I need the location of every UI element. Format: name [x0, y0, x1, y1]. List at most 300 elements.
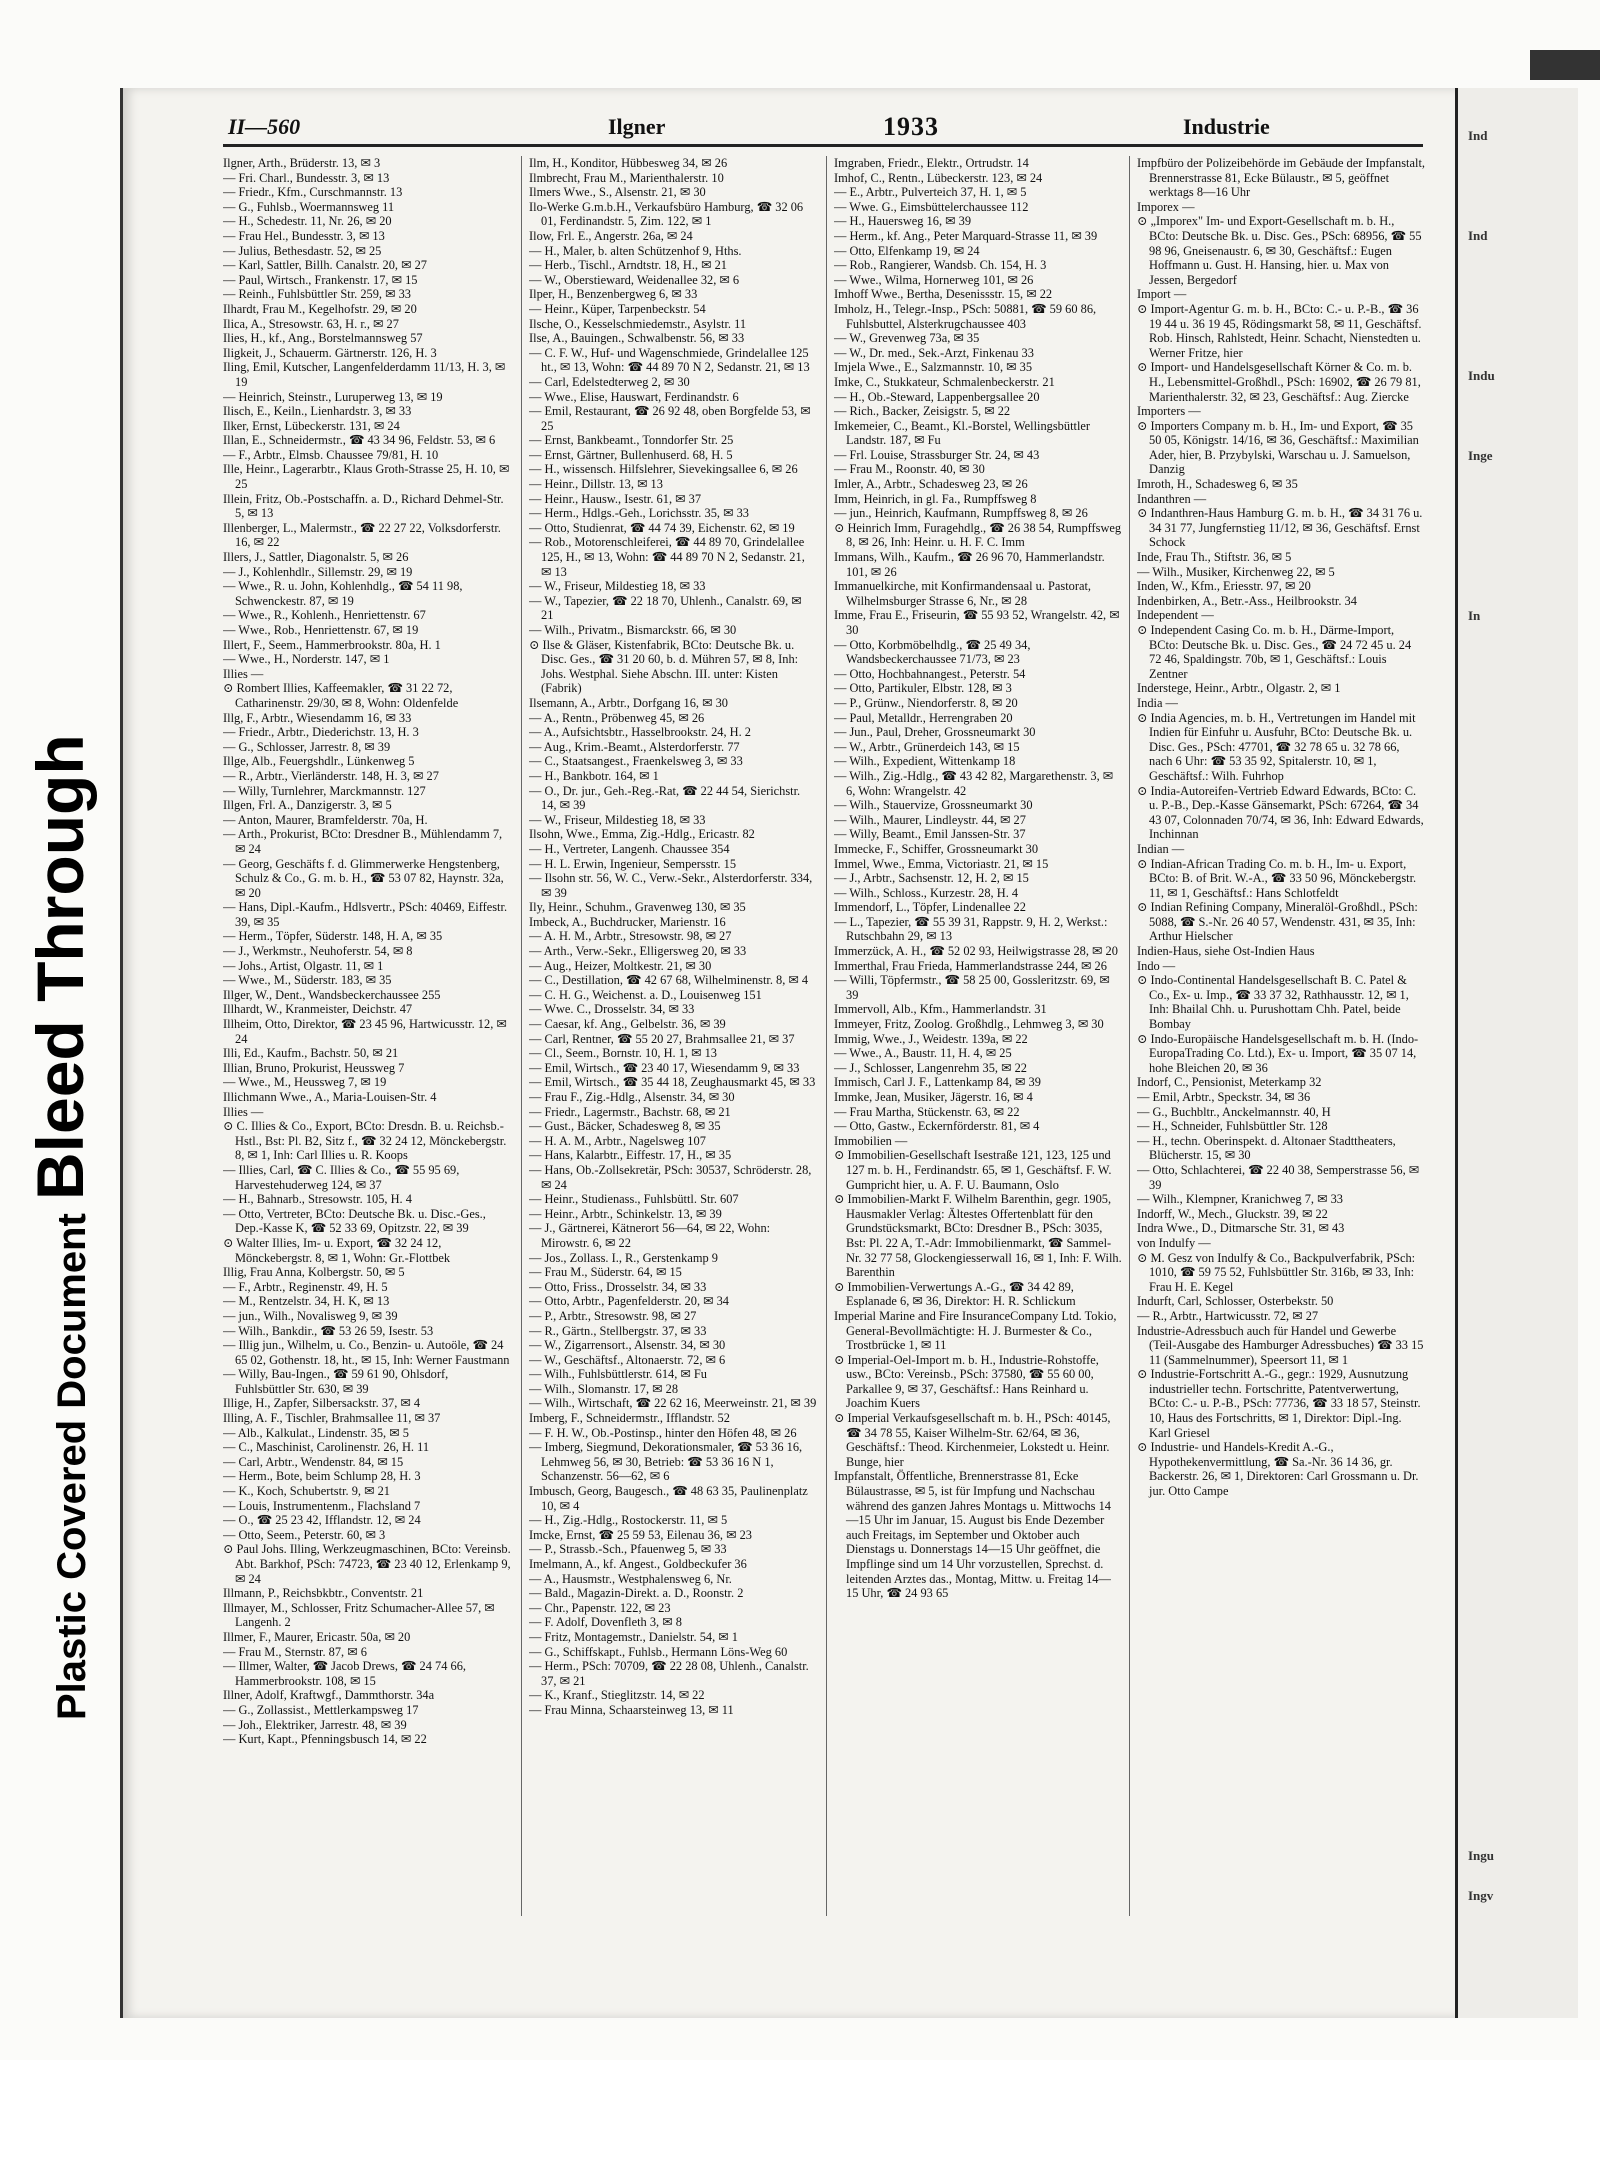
directory-entry: — Hans, Dipl.-Kaufm., Hdlsvertr., PSch: 40469, Eiffestr. 39, ✉ 35	[223, 900, 508, 929]
directory-entry: — Wilh., Slomanstr. 17, ✉ 28	[529, 1381, 679, 1396]
directory-entry: — W., Dr. med., Sek.-Arzt, Finkenau 33	[834, 345, 1034, 360]
directory-entry: — Emil, Wirtsch., ☎ 35 44 18, Zeughausmarkt 45, ✉ 33	[529, 1075, 816, 1090]
directory-entry: Indo —	[1137, 958, 1176, 973]
directory-page	[120, 88, 1463, 2018]
directory-entry: — Willy, Beamt., Emil Janssen-Str. 37	[834, 827, 1026, 842]
directory-entry: — Ernst, Bankbeamt., Tonndorfer Str. 25	[529, 433, 734, 448]
year: 1933	[883, 112, 939, 141]
directory-entry: — Rich., Backer, Zeisigstr. 5, ✉ 22	[834, 404, 1011, 419]
directory-entry: — Frau F., Zig.-Hdlg., Alsenstr. 34, ✉ 30	[529, 1090, 735, 1104]
directory-entry: — Johs., Artist, Olgastr. 11, ✉ 1	[223, 958, 384, 973]
directory-entry: — Hans, Ob.-Zollsekretär, PSch: 30537, Schröderstr. 28, ✉ 24	[529, 1162, 812, 1192]
directory-entry: — F. Adolf, Dovenfleth 3, ✉ 8	[529, 1615, 682, 1630]
directory-entry: — Wwe., Wilma, Hornerweg 101, ✉ 26	[834, 272, 1034, 287]
directory-entry: — Otto, Partikuler, Elbstr. 128, ✉ 3	[834, 681, 1012, 696]
directory-entry: — Wilh., Stauervize, Grossneumarkt 30	[834, 798, 1033, 813]
directory-entry: — J., Kohlenhdlr., Sillemstr. 29, ✉ 19	[223, 564, 413, 579]
column-1	[223, 156, 511, 1916]
directory-entry: — R., Gärtn., Stellbergstr. 37, ✉ 33	[529, 1323, 707, 1338]
directory-entry: — Heinr., Hausw., Isestr. 61, ✉ 37	[529, 491, 702, 506]
directory-entry: Illmer, F., Maurer, Ericastr. 50a, ✉ 20	[223, 1629, 411, 1644]
directory-entry: — Willy, Turnlehrer, Marckmannstr. 127	[223, 783, 426, 798]
directory-entry: ⊙ Indian Refining Company, Mineralöl-Großhdl., PSch: 5088, ☎ S.-Nr. 26 40 57, Wendenstr. 431, ✉ 35, Inh: Arthur Hielscher	[1137, 900, 1418, 944]
directory-entry: Ilhardt, Frau M., Kegelhofstr. 29, ✉ 20	[223, 301, 417, 316]
directory-entry: ⊙ Industrie- und Handels-Kredit A.-G., Hypothekenvermittlung, ☎ Sa.-Nr. 36 14 36, gr. Backerstr. 26, ✉ 1, Direktoren: Carl Grossmann u. Dr. jur. Otto Campe	[1137, 1440, 1419, 1499]
directory-entry: — Imberg, Siegmund, Dekorationsmaler, ☎ 53 36 16, Lehmweg 56, ✉ 30, Betrieb: ☎ 53 36 16 N 1, Schanzenstr. 56—62, ✉ 6	[529, 1440, 803, 1484]
directory-entry: — P., Strassb.-Sch., Pfauenweg 5, ✉ 33	[529, 1542, 727, 1557]
directory-entry: Industrie-Adressbuch auch für Handel und Gewerbe (Teil-Ausgabe des Hamburger Adressbuches) ☎ 33 15 11 (Sammelnummer), Speersort 11, ✉ 1	[1137, 1323, 1424, 1367]
directory-entry: — Bald., Magazin-Direkt. a. D., Roonstr. 2	[529, 1586, 744, 1601]
directory-entry: Ilica, A., Stresowstr. 63, H. r., ✉ 27	[223, 316, 399, 331]
directory-entry: — Herm., Hdlgs.-Geh., Lorichsstr. 35, ✉ 33	[529, 506, 749, 521]
directory-entry: Illies —	[223, 1104, 264, 1119]
directory-entry: — Otto, Vertreter, BCto: Deutsche Bk. u. Disc.-Ges., Dep.-Kasse K, ☎ 52 33 69, Opitzstr. 22, ✉ 39	[223, 1206, 486, 1236]
directory-entry: — A. H. M., Arbtr., Stresowstr. 98, ✉ 27	[529, 929, 732, 944]
directory-entry: — Wilh., Klempner, Kranichweg 7, ✉ 33	[1137, 1192, 1343, 1207]
directory-entry: — W., Friseur, Mildestieg 18, ✉ 33	[529, 579, 706, 594]
directory-entry: — H., techn. Oberinspekt. d. Altonaer Stadttheaters, Blücherstr. 15, ✉ 30	[1137, 1133, 1396, 1163]
directory-entry: Imkemeier, C., Beamt., Kl.-Borstel, Wellingsbüttler Landstr. 187, ✉ Fu	[834, 418, 1091, 448]
directory-entry: Immisch, Carl J. F., Lattenkamp 84, ✉ 39	[834, 1075, 1041, 1090]
directory-entry: Indurft, Carl, Schlosser, Osterbekstr. 50	[1137, 1294, 1334, 1309]
directory-entry: — Emil, Wirtsch., ☎ 23 40 17, Wiesendamm 9, ✉ 33	[529, 1060, 800, 1075]
directory-entry: Illheim, Otto, Direktor, ☎ 23 45 96, Hartwicusstr. 12, ✉ 24	[223, 1017, 507, 1046]
directory-entry: — Wilh., Maurer, Lindleystr. 44, ✉ 27	[834, 812, 1026, 827]
entry-range-name: Ilgner	[608, 114, 666, 139]
directory-entry: ⊙ C. Illies & Co., Export, BCto: Dresdn. B. u. Reichsb.-Hstl., Bst: Pl. B2, Sitz f., ☎ 32 24 12, Mönckebergstr. 8, ✉ 1, Inh: Carl Illies u. R. Koops	[223, 1119, 507, 1163]
directory-entry: — H., Schneider, Fuhlsbüttler Str. 128	[1137, 1119, 1328, 1134]
side-label-strip	[0, 720, 120, 1720]
directory-entry: — M., Rentzelstr. 34, H. K, ✉ 13	[223, 1294, 390, 1309]
directory-entry: Ille, Heinr., Lagerarbtr., Klaus Groth-Strasse 25, H. 10, ✉ 25	[223, 462, 510, 492]
directory-entry: — Hans, Kalarbtr., Eiffestr. 17, H., ✉ 35	[529, 1148, 732, 1163]
directory-entry: — H., Bankbotr. 164, ✉ 1	[529, 768, 659, 783]
directory-entry: Independent —	[1137, 608, 1214, 623]
directory-entry: Illge, Alb., Feuergshdlr., Lünkenweg 5	[223, 754, 415, 769]
directory-entry: Indra Wwe., D., Ditmarsche Str. 31, ✉ 43	[1137, 1221, 1345, 1236]
directory-entry: ⊙ Industrie-Fortschritt A.-G., gegr.: 1929, Ausnutzung industrieller techn. Fortschritte, Patentverwertung, BCto: C.- u. P.-B., PSch: 77736, ☎ 33 18 57, Steinstr. 10, Haus des Fortschritts, ✉ 1, Direktor: Dipl.-Ing. Karl Griesel	[1137, 1367, 1421, 1440]
directory-entry: Immel, Wwe., Emma, Victoriastr. 21, ✉ 15	[834, 856, 1049, 871]
directory-entry: — Karl, Sattler, Billh. Canalstr. 20, ✉ 27	[223, 258, 427, 273]
directory-entry: ⊙ „Imporex" Im- und Export-Gesellschaft m. b. H., BCto: Deutsche Bk. u. Disc. Ges., PSch: 68956, ☎ 55 98 96, Gneisenaustr. 6, ✉ 30, Geschäftsf.: Eugen Hoffmann u. Gust. H. Hansing, hier. u. Max von Jessen, Bergedorf	[1137, 214, 1422, 287]
directory-entry: — W., Geschäftsf., Altonaerstr. 72, ✉ 6	[529, 1352, 726, 1367]
directory-entry: ⊙ India Agencies, m. b. H., Vertretungen im Handel mit Indien für Einfuhr u. Ausfuhr, BCto: Deutsche Bk. u. Disc. Ges., PSch: 47701, ☎ 32 78 65 u. 32 78 66, nach 6 Uhr: ☎ 53 35 92, Spitalerstr. 10, ✉ 1, Geschäftsf.: Wilh. Fuhrhop	[1137, 710, 1416, 783]
directory-entry: — Carl, Arbtr., Wendenstr. 84, ✉ 15	[223, 1454, 404, 1469]
directory-entry: — C., Staatsangest., Fraenkelsweg 3, ✉ 33	[529, 754, 743, 769]
directory-entry: Import —	[1137, 287, 1187, 302]
directory-entry: — C. F. W., Huf- und Wagenschmiede, Grindelallee 125 ht., ✉ 13, Wohn: ☎ 44 89 70 N 2, Sedanstr. 21, ✉ 13	[529, 345, 810, 375]
edge-fragment: In	[1468, 608, 1481, 623]
directory-entry: Imgraben, Friedr., Elektr., Ortrudstr. 14	[834, 156, 1029, 170]
directory-entry: — Arth., Verw.-Sekr., Elligersweg 20, ✉ 33	[529, 944, 747, 959]
directory-entry: Inde, Frau Th., Stiftstr. 36, ✉ 5	[1137, 550, 1292, 565]
directory-entry: — Frau Minna, Schaarsteinweg 13, ✉ 11	[529, 1702, 734, 1717]
directory-entry: Illner, Adolf, Kraftwgf., Dammthorstr. 34a	[223, 1688, 435, 1703]
column-2	[529, 156, 817, 1916]
directory-entry: ⊙ Immobilien-Verwertungs A.-G., ☎ 34 42 89, Esplanade 6, ✉ 36, Direktor: H. R. Schlickum	[834, 1279, 1076, 1309]
directory-entry: — P., Arbtr., Stresowstr. 98, ✉ 27	[529, 1308, 697, 1323]
directory-entry: — Otto, Korbmöbelhdlg., ☎ 25 49 34, Wandsbeckerchaussee 71/73, ✉ 23	[834, 637, 1031, 667]
entry-columns	[223, 156, 1423, 1916]
directory-entry: — Wilh., Schloss., Kurzestr. 28, H. 4	[834, 885, 1019, 900]
directory-entry: — Otto, Elfenkamp 19, ✉ 24	[834, 243, 980, 258]
directory-entry: Immeyer, Fritz, Zoolog. Großhdlg., Lehmweg 3, ✉ 30	[834, 1017, 1104, 1032]
directory-entry: — Chr., Papenstr. 122, ✉ 23	[529, 1600, 671, 1615]
directory-entry: ⊙ Indo-Europäische Handelsgesellschaft m. b. H. (Indo-EuropaTrading Co. Ltd.), Ex- u. Import, ☎ 35 07 14, hohe Bleichen 20, ✉ 36	[1137, 1031, 1419, 1075]
directory-entry: Imhof, C., Rentn., Lübeckerstr. 123, ✉ 24	[834, 170, 1043, 185]
directory-entry: Illi, Ed., Kaufm., Bachstr. 50, ✉ 21	[223, 1046, 399, 1061]
next-page-edge	[1455, 88, 1578, 2018]
directory-entry: — H., Schedestr. 11, Nr. 26, ✉ 20	[223, 214, 392, 229]
directory-entry: — K., Koch, Schubertstr. 9, ✉ 21	[223, 1484, 390, 1499]
directory-entry: — H., Maler, b. alten Schützenhof 9, Hths.	[529, 243, 742, 258]
directory-entry: — G., Fuhlsb., Woermannsweg 11	[223, 199, 395, 214]
directory-entry: Imcke, Ernst, ☎ 25 59 53, Eilenau 36, ✉ 23	[529, 1527, 752, 1542]
directory-entry: Importers —	[1137, 404, 1201, 419]
directory-entry: — Rob., Rangierer, Wandsb. Ch. 154, H. 3	[834, 258, 1047, 273]
directory-entry: — Wwe., M., Süderstr. 183, ✉ 35	[223, 973, 392, 988]
directory-entry: ⊙ Indian-African Trading Co. m. b. H., Im- u. Export, BCto: B. of Brit. W.-A., ☎ 33 50 96, Mönckebergstr. 11, ✉ 1, Geschäftsf.: Hans Schlotfeldt	[1137, 856, 1417, 900]
directory-entry: — Illig jun., Wilhelm, u. Co., Benzin- u. Autoöle, ☎ 24 65 02, Gothenstr. 18, ht., ✉ 15, Inh: Werner Faustmann	[223, 1338, 510, 1367]
directory-entry: — Wilh., Musiker, Kirchenweg 22, ✉ 5	[1137, 564, 1335, 579]
directory-entry: Ilker, Ernst, Lübeckerstr. 131, ✉ 24	[223, 418, 400, 433]
directory-entry: — Fritz, Montagemstr., Danielstr. 54, ✉ 1	[529, 1629, 738, 1644]
directory-entry: — Wilh., Expedient, Wittenkamp 18	[834, 754, 1016, 769]
bleed-through-label: Bleed Through	[23, 734, 97, 1200]
directory-entry: Impfanstalt, Öffentliche, Brennerstrasse 81, Ecke Bülaustrasse, ✉ 5, ist für Impfung und Nachschau während des ganzen Jahres Montags u. Mittwochs 14—15 Uhr im Januar, 15. August bis Ende Dezember auch Freitags, im September und Oktober auch Dienstags u. Donnerstags 14—15 Uhr geöffnet, die Impflinge sind um 14 Uhr vorzustellen, Sprechst. d. leitenden Arztes das., Montag, Mittw. u. Freitag 14—15 Uhr, ☎ 24 93 65	[834, 1469, 1111, 1601]
directory-entry: — Wwe., M., Heussweg 7, ✉ 19	[223, 1075, 387, 1090]
directory-entry: Imholz, H., Telegr.-Insp., PSch: 50881, ☎ 59 60 86, Fuhlsbuttel, Alsterkrugchaussee 403	[834, 301, 1097, 331]
directory-entry: — G., Zollassist., Mettlerkampsweg 17	[223, 1702, 419, 1717]
directory-entry: — E., Arbtr., Pulverteich 37, H. 1, ✉ 5	[834, 185, 1027, 200]
directory-entry: — Fri. Charl., Bundesstr. 3, ✉ 13	[223, 170, 390, 185]
directory-entry: — Arth., Prokurist, BCto: Dresdner B., Mühlendamm 7, ✉ 24	[223, 827, 503, 856]
directory-entry: Imbusch, Georg, Baugesch., ☎ 48 63 35, Paulinenplatz 10, ✉ 4	[529, 1484, 808, 1513]
directory-entry: — W., Arbtr., Grünerdeich 143, ✉ 15	[834, 739, 1020, 754]
directory-entry: Imler, A., Arbtr., Schadesweg 23, ✉ 26	[834, 477, 1028, 492]
directory-entry: — Gust., Bäcker, Schadesweg 8, ✉ 35	[529, 1119, 721, 1134]
directory-entry: Immendorf, L., Töpfer, Lindenallee 22	[834, 900, 1026, 915]
directory-entry: ⊙ Indo-Continental Handelsgesellschaft B. C. Patel & Co., Ex- u. Imp., ☎ 33 37 32, Rathhausstr. 12, ✉ 1, Inh: Bhailal Chh. u. Purushottam Chh. Patel, beide Bombay	[1137, 973, 1409, 1032]
column-4	[1137, 156, 1425, 1916]
directory-entry: — Paul, Wirtsch., Frankenstr. 17, ✉ 15	[223, 272, 418, 287]
directory-entry: Ilm, H., Konditor, Hübbesweg 34, ✉ 26	[529, 156, 728, 170]
directory-entry: — Heinr., Arbtr., Schinkelstr. 13, ✉ 39	[529, 1206, 722, 1221]
directory-entry: — Emil, Arbtr., Speckstr. 34, ✉ 36	[1137, 1090, 1311, 1104]
directory-entry: Illhardt, W., Kranmeister, Deichstr. 47	[223, 1002, 413, 1017]
directory-entry: — Wwe. G., Eimsbüttelerchaussee 112	[834, 199, 1029, 214]
directory-entry: — Alb., Kalkulat., Lindenstr. 35, ✉ 5	[223, 1425, 409, 1440]
directory-entry: Illert, F., Seem., Hammerbrookstr. 80a, H. 1	[223, 637, 441, 652]
directory-entry: — P., Grünw., Niendorferstr. 8, ✉ 20	[834, 695, 1018, 710]
directory-entry: Imberg, F., Schneidermstr., Ifflandstr. 52	[529, 1411, 730, 1426]
directory-entry: Illies —	[223, 666, 264, 681]
directory-entry: — Aug., Heizer, Moltkestr. 21, ✉ 30	[529, 958, 712, 973]
directory-entry: — O., ☎ 25 23 42, Ifflandstr. 12, ✉ 24	[223, 1513, 421, 1528]
directory-entry: Ilper, H., Benzenbergweg 6, ✉ 33	[529, 287, 698, 302]
directory-entry: Inden, W., Kfm., Eriesstr. 97, ✉ 20	[1137, 579, 1311, 594]
directory-entry: — Wilh., Privatm., Bismarckstr. 66, ✉ 30	[529, 623, 737, 637]
directory-entry: — Herm., Bote, beim Schlump 28, H. 3	[223, 1469, 421, 1484]
directory-entry: — Wilh., Bankdir., ☎ 53 26 59, Isestr. 53	[223, 1323, 434, 1338]
directory-entry: — Emil, Restaurant, ☎ 26 92 48, oben Borgfelde 53, ✉ 25	[529, 404, 811, 433]
directory-entry: — Carl, Rentner, ☎ 55 20 27, Brahmsallee 21, ✉ 37	[529, 1031, 795, 1046]
directory-entry: — R., Arbtr., Vierländerstr. 148, H. 3, ✉ 27	[223, 768, 439, 783]
directory-entry: Illichmann Wwe., A., Maria-Louisen-Str. 4	[223, 1090, 437, 1104]
directory-entry: — Otto, Gastw., Eckernförderstr. 81, ✉ 4	[834, 1119, 1040, 1134]
directory-entry: — W., Zigarrensort., Alsenstr. 34, ✉ 30	[529, 1338, 726, 1353]
directory-entry: Ilsohn, Wwe., Emma, Zig.-Hdlg., Ericastr. 82	[529, 827, 755, 842]
directory-entry: ⊙ Immobilien-Markt F. Wilhelm Barenthin, gegr. 1905, Hausmakler Verlag: Ältestes Offertenblatt für den Grundstücksmarkt, BCto: Dresdner B., PSch: 3035, Bst: Pl. 22 A, T.-Adr: Immobilienmarkt, ☎ Sammel-Nr. 32 77 58, Glockengiesserwall 16, ✉ 1, Inh: F. Wilh. Barenthin	[834, 1192, 1122, 1280]
directory-entry: — R., Arbtr., Hartwicusstr. 72, ✉ 27	[1137, 1308, 1319, 1323]
dark-corner	[1530, 50, 1600, 80]
edge-fragment: Inge	[1468, 448, 1493, 463]
directory-entry: — Frau M., Süderstr. 64, ✉ 15	[529, 1265, 682, 1280]
column-divider	[826, 156, 827, 1916]
directory-entry: Illmayer, M., Schlosser, Fritz Schumacher-Allee 57, ✉ Langenh. 2	[223, 1600, 495, 1630]
directory-entry: — Herm., Töpfer, Süderstr. 148, H. A, ✉ 35	[223, 929, 443, 944]
directory-entry: — J., Werkmstr., Neuhoferstr. 54, ✉ 8	[223, 944, 413, 959]
directory-entry: Iligkeit, J., Schauerm. Gärtnerstr. 126, H. 3	[223, 345, 437, 360]
directory-entry: — Wwe., Elise, Hauswart, Ferdinandstr. 6	[529, 389, 739, 404]
directory-entry: — jun., Wilh., Novalisweg 9, ✉ 39	[223, 1308, 398, 1323]
directory-entry: Indian —	[1137, 841, 1185, 856]
directory-entry: — Rob., Motorenschleiferei, ☎ 44 89 70, Grindelallee 125, H., ✉ 13, Wohn: ☎ 44 89 70 N 2, Sedanstr. 21, ✉ 13	[529, 535, 805, 579]
directory-entry: Ilies, H., kf., Ang., Borstelmannsweg 57	[223, 331, 423, 346]
directory-entry: — Friedr., Kfm., Curschmannstr. 13	[223, 185, 403, 200]
directory-entry: — J., Arbtr., Sachsenstr. 12, H. 2, ✉ 15	[834, 871, 1029, 886]
directory-entry: — W., Tapezier, ☎ 22 18 70, Uhlenh., Canalstr. 69, ✉ 21	[529, 593, 802, 623]
directory-entry: — H., Hauersweg 16, ✉ 39	[834, 214, 972, 229]
directory-entry: ⊙ M. Gesz von Indulfy & Co., Backpulverfabrik, PSch: 1010, ☎ 59 75 52, Fuhlsbüttler Str. 316b, ✉ 33, Inh: Frau H. E. Kegel	[1137, 1250, 1416, 1294]
directory-entry: — F. H. W., Ob.-Postinsp., hinter den Höfen 48, ✉ 26	[529, 1425, 797, 1440]
directory-entry: ⊙ Heinrich Imm, Furagehdlg., ☎ 26 38 54, Rumpffsweg 8, ✉ 26, Inh: Heinr. u. H. F. C. Imm	[834, 520, 1122, 550]
plastic-covered-label: Plastic Covered Document	[50, 1213, 94, 1720]
edge-fragment: Ind	[1468, 228, 1488, 243]
directory-entry: — Carl, Edelstedterweg 2, ✉ 30	[529, 374, 690, 389]
edge-fragment: Ingu	[1468, 1848, 1495, 1863]
directory-entry: — W., Friseur, Mildestieg 18, ✉ 33	[529, 812, 706, 827]
directory-entry: Ilse, A., Bauingen., Schwalbenstr. 56, ✉ 33	[529, 331, 745, 346]
section-name: Industrie	[1183, 114, 1270, 139]
directory-entry: Imporex —	[1137, 199, 1195, 214]
directory-entry: Immans, Wilh., Kaufm., ☎ 26 96 70, Hammerlandstr. 101, ✉ 26	[834, 550, 1105, 579]
directory-entry: — Cl., Seem., Bornstr. 10, H. 1, ✉ 13	[529, 1046, 717, 1061]
directory-entry: — Wwe., R. u. John, Kohlenhdlg., ☎ 54 11 98, Schwenckestr. 87, ✉ 19	[223, 579, 463, 608]
directory-entry: — C., Destillation, ☎ 42 67 68, Wilhelminenstr. 8, ✉ 4	[529, 973, 809, 988]
directory-entry: Illers, J., Sattler, Diagonalstr. 5, ✉ 26	[223, 550, 409, 565]
directory-entry: — Frau M., Roonstr. 40, ✉ 30	[834, 462, 985, 477]
directory-entry: Imhoff Wwe., Bertha, Desenissstr. 15, ✉ 22	[834, 287, 1053, 302]
directory-entry: Immke, Jean, Musiker, Jägerstr. 16, ✉ 4	[834, 1090, 1033, 1104]
directory-entry: ⊙ Import- und Handelsgesellschaft Körner & Co. m. b. H., Lebensmittel-Großhdl., PSch: 16902, ☎ 26 79 81, Marienthalerstr. 32, ✉ 23, Geschäftsf.: Aug. Ziercke	[1137, 360, 1421, 404]
directory-entry: — Otto, Hochbahnangest., Peterstr. 54	[834, 666, 1026, 681]
directory-entry: Iling, Emil, Kutscher, Langenfelderdamm 11/13, H. 3, ✉ 19	[223, 360, 506, 389]
directory-entry: — A., Rentn., Pröbenweg 45, ✉ 26	[529, 710, 705, 725]
directory-entry: — Heinr., Studienass., Fuhlsbüttl. Str. 607	[529, 1192, 739, 1207]
directory-entry: — Willy, Bau-Ingen., ☎ 59 61 90, Ohlsdorf, Fuhlsbüttler Str. 630, ✉ 39	[223, 1367, 449, 1396]
directory-entry: — A., Aufsichtsbtr., Hasselbrookstr. 24, H. 2	[529, 725, 751, 740]
directory-entry: — Otto, Studienrat, ☎ 44 74 39, Eichenstr. 62, ✉ 19	[529, 520, 795, 535]
directory-entry: — Wilh., Fuhlsbüttlerstr. 614, ✉ Fu	[529, 1367, 707, 1382]
directory-entry: — Otto, Arbtr., Pagenfelderstr. 20, ✉ 34	[529, 1294, 730, 1309]
directory-entry: Ilo-Werke G.m.b.H., Verkaufsbüro Hamburg, ☎ 32 06 01, Ferdinandstr. 5, Zim. 122, ✉ 1	[529, 199, 804, 229]
directory-entry: Indorf, C., Pensionist, Meterkamp 32	[1137, 1075, 1322, 1090]
directory-entry: — Friedr., Lagermstr., Bachstr. 68, ✉ 21	[529, 1104, 731, 1119]
directory-entry: — H., Zig.-Hdlg., Rostockerstr. 11, ✉ 5	[529, 1513, 728, 1528]
directory-entry: Imroth, H., Schadesweg 6, ✉ 35	[1137, 477, 1298, 492]
directory-entry: Illg, F., Arbtr., Wiesendamm 16, ✉ 33	[223, 710, 412, 725]
directory-entry: Impfbüro der Polizeibehörde im Gebäude der Impfanstalt, Brennerstrasse 81, Ecke Bülaustr., ✉ 5, geöffnet werktags 8—16 Uhr	[1137, 156, 1425, 200]
directory-entry: Immobilien —	[834, 1133, 908, 1148]
directory-entry: ⊙ Immobilien-Gesellschaft Isestraße 121, 123, 125 und 127 m. b. H., Ferdinandstr. 65, ✉ 1, Geschäftsf. F. W. Gumpricht hier, u. A. F. U. Baumann, Oslo	[834, 1148, 1112, 1192]
directory-entry: — W., Oberstieward, Weidenallee 32, ✉ 6	[529, 272, 740, 287]
directory-entry: — C. H. G., Weichenst. a. D., Louisenweg 151	[529, 987, 762, 1002]
directory-entry: ⊙ Paul Johs. Illing, Werkzeugmaschinen, BCto: Vereinsb. Abt. Barkhof, PSch: 74723, ☎ 23 40 12, Erlenkamp 9, ✉ 24	[223, 1542, 511, 1586]
directory-entry: — Wwe., R., Kohlenh., Henriettenstr. 67	[223, 608, 426, 623]
directory-entry: Imm, Heinrich, in gl. Fa., Rumpffsweg 8	[834, 491, 1037, 506]
directory-entry: Illing, A. F., Tischler, Brahmsallee 11, ✉ 37	[223, 1411, 441, 1426]
directory-entry: — H., Vertreter, Langenh. Chaussee 354	[529, 841, 730, 856]
directory-entry: Immecke, F., Schiffer, Grossneumarkt 30	[834, 841, 1039, 856]
directory-entry: — J., Schlosser, Langenrehm 35, ✉ 22	[834, 1060, 1027, 1075]
directory-entry: Illian, Bruno, Prokurist, Heussweg 7	[223, 1060, 405, 1075]
directory-entry: — H., Ob.-Steward, Lappenbergsallee 20	[834, 389, 1040, 404]
directory-entry: — H. L. Erwin, Ingenieur, Sempersstr. 15	[529, 856, 737, 871]
directory-entry: Illan, E., Schneidermstr., ☎ 43 34 96, Feldstr. 53, ✉ 6	[223, 433, 496, 448]
directory-entry: ⊙ Walter Illies, Im- u. Export, ☎ 32 24 12, Mönckebergstr. 8, ✉ 1, Wohn: Gr.-Flottbek	[223, 1235, 451, 1265]
directory-entry: — Wwe., H., Norderstr. 147, ✉ 1	[223, 652, 390, 667]
directory-entry: — W., Grevenweg 73a, ✉ 35	[834, 331, 980, 346]
directory-entry: Imperial Marine and Fire InsuranceCompany Ltd. Tokio, General-Bevollmächtigte: H. J. Burmester & Co., Trostbrücke 1, ✉ 11	[834, 1308, 1117, 1353]
edge-fragment: Indu	[1468, 368, 1495, 383]
directory-entry: Ilsemann, A., Arbtr., Dorfgang 16, ✉ 30	[529, 695, 728, 710]
directory-entry: — Louis, Instrumentenm., Flachsland 7	[223, 1498, 421, 1513]
directory-entry: — Herm., PSch: 70709, ☎ 22 28 08, Uhlenh., Canalstr. 37, ✉ 21	[529, 1659, 809, 1688]
directory-entry: Ilmers Wwe., S., Alsenstr. 21, ✉ 30	[529, 185, 706, 200]
directory-entry: Ilgner, Arth., Brüderstr. 13, ✉ 3	[223, 156, 381, 170]
directory-entry: — Reinh., Fuhlsbüttler Str. 259, ✉ 33	[223, 287, 411, 302]
page-number: II—560	[228, 114, 301, 139]
directory-entry: Immanuelkirche, mit Konfirmandensaal u. Pastorat, Wilhelmsburger Strasse 6, Nr., ✉ 28	[834, 579, 1092, 608]
directory-entry: ⊙ Independent Casing Co. m. b. H., Därme-Import, BCto: Deutsche Bk. u. Disc. Ges., ☎ 24 72 45 u. 24 72 46, Spaldingstr. 70b, ✉ 1, Geschäftsf.: Louis Zentner	[1137, 623, 1412, 681]
directory-entry: Ily, Heinr., Schuhm., Gravenweg 130, ✉ 35	[529, 900, 746, 915]
directory-entry: Illein, Fritz, Ob.-Postschaffn. a. D., Richard Dehmel-Str. 5, ✉ 13	[223, 491, 504, 521]
directory-entry: — Willi, Töpfermstr., ☎ 58 25 00, Gossleritzstr. 69, ✉ 39	[834, 973, 1110, 1002]
directory-entry: Ilmbrecht, Frau M., Marienthalerstr. 10	[529, 170, 724, 185]
directory-entry: — Wilh., Wirtschaft, ☎ 22 62 16, Meerweinstr. 21, ✉ 39	[529, 1396, 817, 1411]
directory-entry: — Paul, Metalldr., Herrengraben 20	[834, 710, 1013, 725]
directory-entry: — G., Buchbltr., Anckelmannstr. 40, H	[1137, 1104, 1331, 1119]
directory-entry: Illige, H., Zapfer, Silbersackstr. 37, ✉ 4	[223, 1396, 421, 1411]
directory-entry: Illger, W., Dent., Wandsbeckerchaussee 255	[223, 987, 441, 1002]
directory-entry: Immerthal, Frau Frieda, Hammerlandstrasse 244, ✉ 26	[834, 958, 1107, 973]
column-3	[834, 156, 1122, 1916]
directory-entry: Imke, C., Stukkateur, Schmalenbeckerstr. 21	[834, 374, 1055, 389]
directory-entry: Ilow, Frl. E., Angerstr. 26a, ✉ 24	[529, 228, 693, 243]
directory-entry: — Jun., Paul, Dreher, Grossneumarkt 30	[834, 725, 1036, 740]
directory-entry: — G., Schlosser, Jarrestr. 8, ✉ 39	[223, 739, 391, 754]
directory-entry: — Heinrich, Steinstr., Luruperweg 13, ✉ 19	[223, 389, 443, 404]
directory-entry: — H. A. M., Arbtr., Nagelsweg 107	[529, 1133, 706, 1148]
directory-entry: — Caesar, kf. Ang., Gelbelstr. 36, ✉ 39	[529, 1017, 726, 1032]
directory-entry: ⊙ Rombert Illies, Kaffeemakler, ☎ 31 22 72, Catharinenstr. 29/30, ✉ 8, Wohn: Oldenfelde	[223, 681, 459, 710]
directory-entry: ⊙ Importers Company m. b. H., Im- und Export, ☎ 35 50 05, Königstr. 14/16, ✉ 36, Geschäftsf.: Maximilian Ader, hier, B. Przybylski, Warschau u. J. Samuelson, Danzig	[1137, 418, 1419, 477]
directory-entry: — Wwe. C., Drosselstr. 34, ✉ 33	[529, 1002, 695, 1017]
edge-fragment: Ind	[1468, 128, 1488, 143]
directory-entry: — H., Bahnarb., Stresowstr. 105, H. 4	[223, 1192, 412, 1207]
directory-entry: — Kurt, Kapt., Pfenningsbusch 14, ✉ 22	[223, 1732, 427, 1747]
directory-entry: Indien-Haus, siehe Ost-Indien Haus	[1137, 944, 1315, 959]
directory-entry: — F., Arbtr., Reginenstr. 49, H. 5	[223, 1279, 388, 1294]
directory-entry: — K., Kranf., Stieglitzstr. 14, ✉ 22	[529, 1688, 705, 1703]
directory-entry: — jun., Heinrich, Kaufmann, Rumpffsweg 8, ✉ 26	[834, 506, 1088, 521]
directory-entry: Imjela Wwe., E., Salzmannstr. 10, ✉ 35	[834, 360, 1033, 375]
directory-entry: Illgen, Frl. A., Danzigerstr. 3, ✉ 5	[223, 798, 392, 813]
directory-entry: ⊙ Imperial Verkaufsgesellschaft m. b. H., PSch: 40145, ☎ 34 78 55, Kaiser Wilhelm-Str. 62/64, ✉ 36, Geschäftsf.: Theod. Kirchenmeier, Lokstedt u. Heinr. Bunge, hier	[834, 1411, 1111, 1469]
directory-entry: Indenbirken, A., Betr.-Ass., Heilbrookstr. 34	[1137, 593, 1357, 608]
directory-entry: — Illmer, Walter, ☎ Jacob Drews, ☎ 24 74 66, Hammerbrookstr. 108, ✉ 15	[223, 1659, 467, 1688]
directory-entry: — Otto, Schlachterei, ☎ 22 40 38, Semperstrasse 56, ✉ 39	[1137, 1162, 1420, 1192]
directory-entry: — Frau M., Sternstr. 87, ✉ 6	[223, 1644, 367, 1659]
directory-entry: Immervoll, Alb., Kfm., Hammerlandstr. 31	[834, 1002, 1047, 1017]
directory-entry: — Herm., kf. Ang., Peter Marquard-Strasse 11, ✉ 39	[834, 228, 1098, 243]
directory-entry: — Wwe., A., Baustr. 11, H. 4, ✉ 25	[834, 1046, 1012, 1061]
directory-entry: — Wwe., Rob., Henriettenstr. 67, ✉ 19	[223, 623, 419, 637]
directory-entry: — Georg, Geschäfts f. d. Glimmerwerke Hengstenberg, Schulz & Co., G. m. b. H., ☎ 53 07 82, Haynstr. 32a, ✉ 20	[223, 856, 504, 900]
directory-entry: — L., Tapezier, ☎ 55 39 31, Rappstr. 9, H. 2, Werkst.: Rutschbahn 29, ✉ 13	[834, 914, 1108, 944]
directory-entry: — Frau Hel., Bundesstr. 3, ✉ 13	[223, 228, 385, 243]
directory-entry: — J., Gärtnerei, Kätnerort 56—64, ✉ 22, Wohn: Mirowstr. 6, ✉ 22	[529, 1221, 771, 1250]
directory-entry: — Joh., Elektriker, Jarrestr. 48, ✉ 39	[223, 1717, 407, 1732]
edge-fragment: Ingv	[1468, 1888, 1494, 1903]
directory-entry: — G., Schiffskapt., Fuhlsb., Hermann Löns-Weg 60	[529, 1644, 788, 1659]
directory-entry: — Friedr., Arbtr., Diederichstr. 13, H. 3	[223, 725, 419, 740]
directory-entry: — F., Arbtr., Elmsb. Chaussee 79/81, H. 10	[223, 447, 439, 462]
directory-entry: — A., Hausmstr., Westphalensweg 6, Nr.	[529, 1571, 732, 1586]
directory-entry: — Otto, Seem., Peterstr. 60, ✉ 3	[223, 1527, 386, 1542]
directory-entry: — Wilh., Zig.-Hdlg., ☎ 43 42 82, Margarethenstr. 3, ✉ 6, Wohn: Wrangelstr. 42	[834, 768, 1114, 798]
directory-entry: ⊙ Indanthren-Haus Hamburg G. m. b. H., ☎ 34 31 76 u. 34 31 77, Jungfernstieg 11/12, ✉ 36, Geschäftsf. Ernst Schock	[1137, 506, 1423, 550]
directory-entry: — Anton, Maurer, Bramfelderstr. 70a, H.	[223, 812, 428, 827]
directory-entry: — Ilsohn str. 56, W. C., Verw.-Sekr., Alsterdorferstr. 334, ✉ 39	[529, 871, 813, 900]
directory-entry: Inderstege, Heinr., Arbtr., Olgastr. 2, ✉ 1	[1137, 681, 1341, 696]
directory-entry: — Herb., Tischl., Arndtstr. 18, H., ✉ 21	[529, 258, 727, 273]
directory-entry: — Frau Martha, Stückenstr. 63, ✉ 22	[834, 1104, 1020, 1119]
directory-entry: — Aug., Krim.-Beamt., Alsterdorferstr. 77	[529, 739, 740, 754]
directory-entry: Immerzück, A. H., ☎ 52 02 93, Heilwigstrasse 28, ✉ 20	[834, 944, 1118, 959]
directory-entry: Imbeck, A., Buchdrucker, Marienstr. 16	[529, 914, 726, 929]
directory-entry: ⊙ Imperial-Oel-Import m. b. H., Industrie-Rohstoffe, usw., BCto: Vereinsb., PSch: 37580, ☎ 55 60 00, Parkallee 9, ✉ 37, Geschäftsf.: Hans Reinhard u. Joachim Kuers	[834, 1352, 1099, 1411]
directory-entry: Imelmann, A., kf. Angest., Goldbeckufer 36	[529, 1557, 747, 1571]
directory-entry: ⊙ Import-Agentur G. m. b. H., BCto: C.- u. P.-B., ☎ 36 19 44 u. 36 19 45, Rödingsmarkt 58, ✉ 11, Geschäftsf. Rob. Hinsch, Rahlstedt, Heinr. Schacht, Nienstedten u. Werner Fritze, hier	[1137, 301, 1422, 360]
directory-entry: Indanthren —	[1137, 491, 1207, 506]
directory-entry: ⊙ India-Autoreifen-Vertrieb Edward Edwards, BCto: C. u. P.-B., Dep.-Kasse Gänsemarkt, PSch: 67264, ☎ 34 43 07, Colonnaden 70/74, ✉ 36, Inh: Edward Edwards, Inchinnan	[1137, 783, 1424, 842]
directory-entry: — H., wissensch. Hilfslehrer, Sievekingsallee 6, ✉ 26	[529, 462, 798, 477]
directory-entry: — Illies, Carl, ☎ C. Illies & Co., ☎ 55 95 69, Harvestehuderweg 124, ✉ 37	[223, 1162, 460, 1192]
directory-entry: Ilsche, O., Kesselschmiedemstr., Asylstr. 11	[529, 316, 747, 331]
directory-entry: Ilisch, E., Keiln., Lienhardstr. 3, ✉ 33	[223, 404, 412, 419]
column-divider	[1129, 156, 1130, 1916]
header-rule	[223, 144, 1423, 147]
directory-entry: Illmann, P., Reichsbkbtr., Conventstr. 21	[223, 1586, 424, 1601]
directory-entry: India —	[1137, 695, 1178, 710]
directory-entry: — Ernst, Gärtner, Bullenhuserd. 68, H. 5	[529, 447, 733, 462]
directory-entry: Illig, Frau Anna, Kolbergstr. 50, ✉ 5	[223, 1265, 405, 1280]
directory-entry: — Heinr., Dillstr. 13, ✉ 13	[529, 477, 663, 492]
running-head	[123, 108, 1463, 148]
directory-entry: Indorff, W., Mech., Gluckstr. 39, ✉ 22	[1137, 1206, 1328, 1221]
